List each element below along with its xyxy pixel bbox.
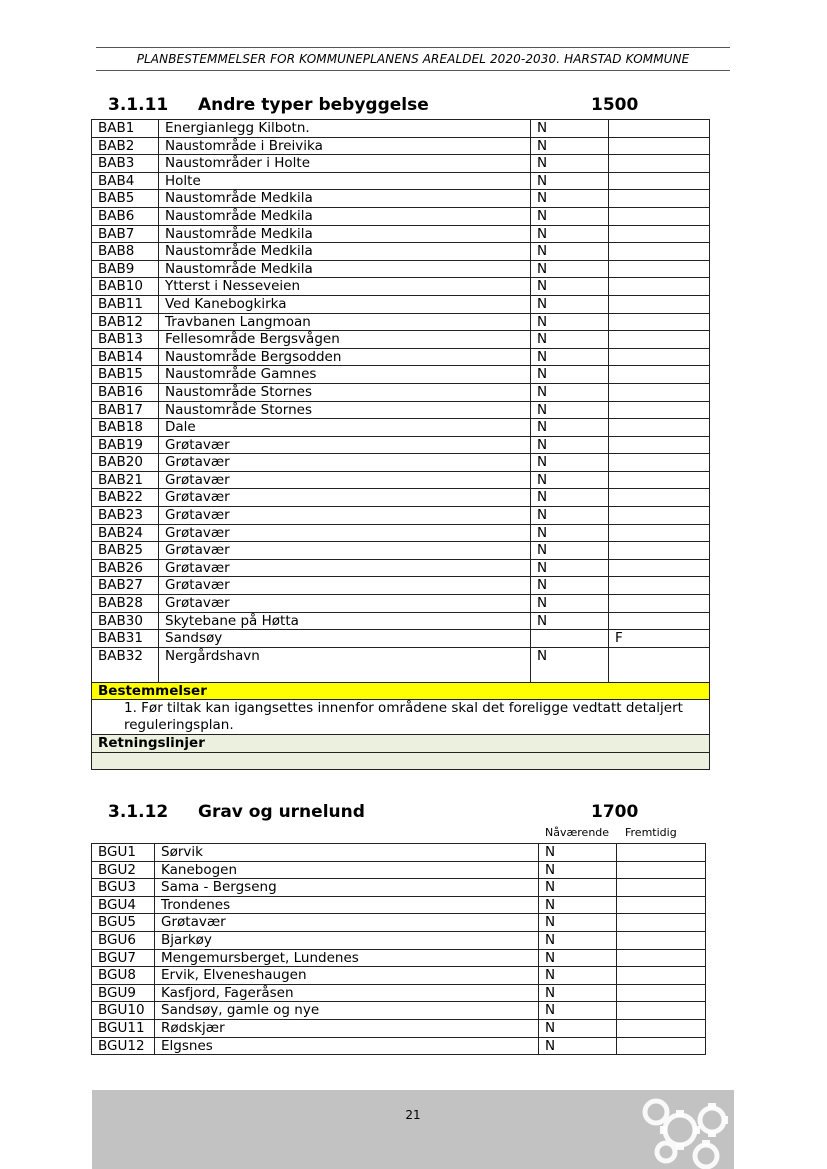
area-name: Sandsøy	[159, 630, 531, 648]
status-future	[609, 260, 710, 278]
area-code: BAB20	[92, 454, 159, 472]
area-code: BAB30	[92, 612, 159, 630]
status-future	[617, 879, 706, 897]
status-future	[609, 471, 710, 489]
status-current: N	[531, 260, 609, 278]
status-current: N	[539, 914, 617, 932]
area-code: BAB11	[92, 295, 159, 313]
table-row	[92, 630, 710, 648]
table-row	[92, 861, 706, 879]
table-row	[92, 1037, 706, 1055]
guidelines-header-row	[92, 735, 710, 753]
area-code: BAB17	[92, 401, 159, 419]
table-row	[92, 984, 706, 1002]
status-future	[609, 348, 710, 366]
area-code: BAB15	[92, 366, 159, 384]
status-current: N	[531, 120, 609, 138]
area-code: BAB7	[92, 225, 159, 243]
status-current: N	[531, 366, 609, 384]
area-name: Grøtavær	[159, 489, 531, 507]
status-current: N	[531, 225, 609, 243]
area-name: Sandsøy, gamle og nye	[155, 1002, 539, 1020]
status-future	[609, 524, 710, 542]
area-name: Skytebane på Høtta	[159, 612, 531, 630]
status-current: N	[531, 295, 609, 313]
area-code: BGU7	[92, 949, 155, 967]
table-row	[92, 366, 710, 384]
status-current: N	[531, 595, 609, 613]
area-name: Holte	[159, 172, 531, 190]
status-future	[609, 155, 710, 173]
area-name: Naustområde Bergsodden	[159, 348, 531, 366]
table-row	[92, 436, 710, 454]
area-name: Grøtavær	[155, 914, 539, 932]
table-row	[92, 137, 710, 155]
area-name: Grøtavær	[159, 524, 531, 542]
area-code: BAB6	[92, 207, 159, 225]
section-2-title: Grav og urnelund	[198, 802, 365, 822]
status-current: N	[531, 383, 609, 401]
area-name: Ytterst i Nesseveien	[159, 278, 531, 296]
status-future	[609, 120, 710, 138]
area-name: Naustområde Stornes	[159, 401, 531, 419]
table-row	[92, 879, 706, 897]
status-future	[617, 1037, 706, 1055]
area-name: Nergårdshavn	[159, 647, 531, 682]
status-future	[609, 454, 710, 472]
status-future	[617, 844, 706, 862]
status-future	[609, 401, 710, 419]
status-future	[609, 243, 710, 261]
area-code: BGU5	[92, 914, 155, 932]
table-row	[92, 331, 710, 349]
area-code: BAB23	[92, 507, 159, 525]
column-header-current: Nåværende	[545, 826, 610, 839]
status-current: N	[531, 542, 609, 560]
status-future	[609, 366, 710, 384]
area-code: BAB18	[92, 419, 159, 437]
status-future	[609, 383, 710, 401]
table-row	[92, 542, 710, 560]
table-row	[92, 647, 710, 682]
status-current: N	[539, 879, 617, 897]
table-row	[92, 612, 710, 630]
status-future	[609, 595, 710, 613]
status-future	[609, 172, 710, 190]
area-name: Grøtavær	[159, 595, 531, 613]
area-name: Naustområde i Breivika	[159, 137, 531, 155]
status-future	[609, 278, 710, 296]
area-code: BGU10	[92, 1002, 155, 1020]
area-code: BGU8	[92, 967, 155, 985]
area-name: Grøtavær	[159, 507, 531, 525]
table-row	[92, 914, 706, 932]
area-code: BAB5	[92, 190, 159, 208]
area-code: BGU11	[92, 1019, 155, 1037]
section-1-table	[91, 119, 710, 770]
area-name: Sama - Bergseng	[155, 879, 539, 897]
area-code: BAB24	[92, 524, 159, 542]
status-current: N	[531, 278, 609, 296]
table-row	[92, 190, 710, 208]
table-row	[92, 1002, 706, 1020]
status-current: N	[531, 454, 609, 472]
status-future	[609, 295, 710, 313]
area-code: BGU3	[92, 879, 155, 897]
table-row	[92, 383, 710, 401]
area-name: Ved Kanebogkirka	[159, 295, 531, 313]
area-name: Naustområde Medkila	[159, 243, 531, 261]
status-current: N	[539, 844, 617, 862]
status-current: N	[531, 559, 609, 577]
status-current: N	[531, 436, 609, 454]
table-row	[92, 172, 710, 190]
section-1-title: Andre typer bebyggelse	[198, 95, 429, 115]
status-future	[609, 137, 710, 155]
status-future	[617, 1002, 706, 1020]
header-rule-bottom	[96, 70, 730, 71]
table-row	[92, 207, 710, 225]
area-name: Mengemursberget, Lundenes	[155, 949, 539, 967]
page-number: 21	[405, 1108, 421, 1122]
status-future	[609, 313, 710, 331]
table-row	[92, 931, 706, 949]
area-name: Kanebogen	[155, 861, 539, 879]
status-future	[609, 331, 710, 349]
area-code: BGU12	[92, 1037, 155, 1055]
area-code: BAB32	[92, 647, 159, 682]
provisions-heading: Bestemmelser	[92, 682, 710, 700]
status-future	[609, 612, 710, 630]
area-code: BAB21	[92, 471, 159, 489]
status-future	[609, 207, 710, 225]
area-name: Naustområde Medkila	[159, 190, 531, 208]
table-row	[92, 489, 710, 507]
provision-item-1: 1. Før tiltak kan igangsettes innenfor områdene skal det foreligge vedtatt detaljert reguleringsplan.	[92, 700, 710, 735]
area-code: BAB25	[92, 542, 159, 560]
section-2-number: 3.1.12	[108, 802, 169, 822]
status-future	[617, 914, 706, 932]
area-code: BAB10	[92, 278, 159, 296]
area-name: Fellesområde Bergsvågen	[159, 331, 531, 349]
area-name: Naustområder i Holte	[159, 155, 531, 173]
status-current: N	[531, 331, 609, 349]
area-code: BAB2	[92, 137, 159, 155]
table-row	[92, 595, 710, 613]
status-future	[617, 949, 706, 967]
area-name: Naustområde Medkila	[159, 207, 531, 225]
status-future: F	[609, 630, 710, 648]
status-future	[609, 489, 710, 507]
status-future	[609, 559, 710, 577]
area-name: Kasfjord, Fageråsen	[155, 984, 539, 1002]
area-name: Rødskjær	[155, 1019, 539, 1037]
status-future	[617, 931, 706, 949]
status-future	[609, 225, 710, 243]
section-2-table	[91, 843, 706, 1055]
area-code: BGU1	[92, 844, 155, 862]
area-code: BAB4	[92, 172, 159, 190]
table-row	[92, 260, 710, 278]
status-current: N	[539, 896, 617, 914]
status-current: N	[539, 1019, 617, 1037]
area-name: Grøtavær	[159, 471, 531, 489]
status-current: N	[531, 507, 609, 525]
area-name: Elgsnes	[155, 1037, 539, 1055]
status-future	[609, 577, 710, 595]
area-name: Naustområde Medkila	[159, 225, 531, 243]
table-row	[92, 348, 710, 366]
gears-icon	[636, 1090, 734, 1169]
area-name: Grøtavær	[159, 454, 531, 472]
area-code: BGU2	[92, 861, 155, 879]
status-current: N	[531, 471, 609, 489]
section-1-number: 3.1.11	[108, 95, 169, 115]
status-current: N	[531, 190, 609, 208]
status-future	[609, 507, 710, 525]
status-current: N	[531, 172, 609, 190]
table-row	[92, 1019, 706, 1037]
table-row	[92, 896, 706, 914]
table-row	[92, 967, 706, 985]
area-name: Grøtavær	[159, 577, 531, 595]
status-current: N	[531, 348, 609, 366]
area-code: BAB16	[92, 383, 159, 401]
area-code: BAB1	[92, 120, 159, 138]
area-name: Travbanen Langmoan	[159, 313, 531, 331]
table-row	[92, 401, 710, 419]
area-code: BAB13	[92, 331, 159, 349]
table-row	[92, 454, 710, 472]
status-future	[617, 861, 706, 879]
provision-row	[92, 700, 710, 735]
area-name: Energianlegg Kilbotn.	[159, 120, 531, 138]
area-name: Dale	[159, 419, 531, 437]
status-current: N	[531, 207, 609, 225]
table-row	[92, 419, 710, 437]
guidelines-heading: Retningslinjer	[92, 735, 710, 753]
table-row	[92, 559, 710, 577]
area-code: BAB26	[92, 559, 159, 577]
running-header: PLANBESTEMMELSER FOR KOMMUNEPLANENS AREALDEL 2020-2030. HARSTAD KOMMUNE	[136, 52, 690, 66]
status-future	[617, 984, 706, 1002]
table-row	[92, 295, 710, 313]
section-2-code: 1700	[591, 802, 639, 822]
status-future	[609, 647, 710, 682]
status-current: N	[531, 155, 609, 173]
table-row	[92, 313, 710, 331]
status-future	[617, 967, 706, 985]
area-name: Trondenes	[155, 896, 539, 914]
table-row	[92, 524, 710, 542]
status-current: N	[539, 861, 617, 879]
table-row	[92, 155, 710, 173]
status-current: N	[531, 524, 609, 542]
status-current: N	[531, 612, 609, 630]
table-row	[92, 225, 710, 243]
column-header-future: Fremtidig	[625, 826, 677, 839]
area-name: Grøtavær	[159, 559, 531, 577]
section-1-code: 1500	[591, 95, 639, 115]
table-row	[92, 577, 710, 595]
status-current: N	[539, 967, 617, 985]
area-name: Bjarkøy	[155, 931, 539, 949]
status-current: N	[539, 931, 617, 949]
status-future	[609, 190, 710, 208]
area-code: BAB31	[92, 630, 159, 648]
status-current: N	[531, 419, 609, 437]
status-current: N	[531, 489, 609, 507]
provisions-header-row	[92, 682, 710, 700]
status-current: N	[539, 1037, 617, 1055]
status-current: N	[539, 1002, 617, 1020]
table-row	[92, 949, 706, 967]
area-name: Naustområde Gamnes	[159, 366, 531, 384]
status-current: N	[531, 577, 609, 595]
area-code: BAB3	[92, 155, 159, 173]
area-code: BAB27	[92, 577, 159, 595]
status-current: N	[531, 243, 609, 261]
status-current: N	[539, 949, 617, 967]
status-future	[609, 419, 710, 437]
area-name: Naustområde Medkila	[159, 260, 531, 278]
status-future	[617, 1019, 706, 1037]
table-row	[92, 120, 710, 138]
status-current: N	[531, 647, 609, 682]
area-code: BAB8	[92, 243, 159, 261]
area-code: BAB22	[92, 489, 159, 507]
area-name: Naustområde Stornes	[159, 383, 531, 401]
status-current	[531, 630, 609, 648]
table-row	[92, 278, 710, 296]
area-code: BAB14	[92, 348, 159, 366]
area-code: BGU6	[92, 931, 155, 949]
table-row	[92, 844, 706, 862]
area-code: BGU9	[92, 984, 155, 1002]
table-row	[92, 243, 710, 261]
area-code: BAB19	[92, 436, 159, 454]
area-name: Grøtavær	[159, 436, 531, 454]
area-name: Ervik, Elveneshaugen	[155, 967, 539, 985]
header-rule-top	[96, 47, 730, 48]
area-name: Grøtavær	[159, 542, 531, 560]
area-code: BAB9	[92, 260, 159, 278]
status-future	[609, 542, 710, 560]
status-current: N	[531, 137, 609, 155]
status-current: N	[539, 984, 617, 1002]
table-row	[92, 507, 710, 525]
status-future	[617, 896, 706, 914]
area-code: BAB28	[92, 595, 159, 613]
guidelines-content	[92, 753, 710, 770]
status-current: N	[531, 313, 609, 331]
area-code: BGU4	[92, 896, 155, 914]
status-current: N	[531, 401, 609, 419]
status-future	[609, 436, 710, 454]
area-code: BAB12	[92, 313, 159, 331]
guidelines-empty-row	[92, 753, 710, 770]
area-name: Sørvik	[155, 844, 539, 862]
table-row	[92, 471, 710, 489]
